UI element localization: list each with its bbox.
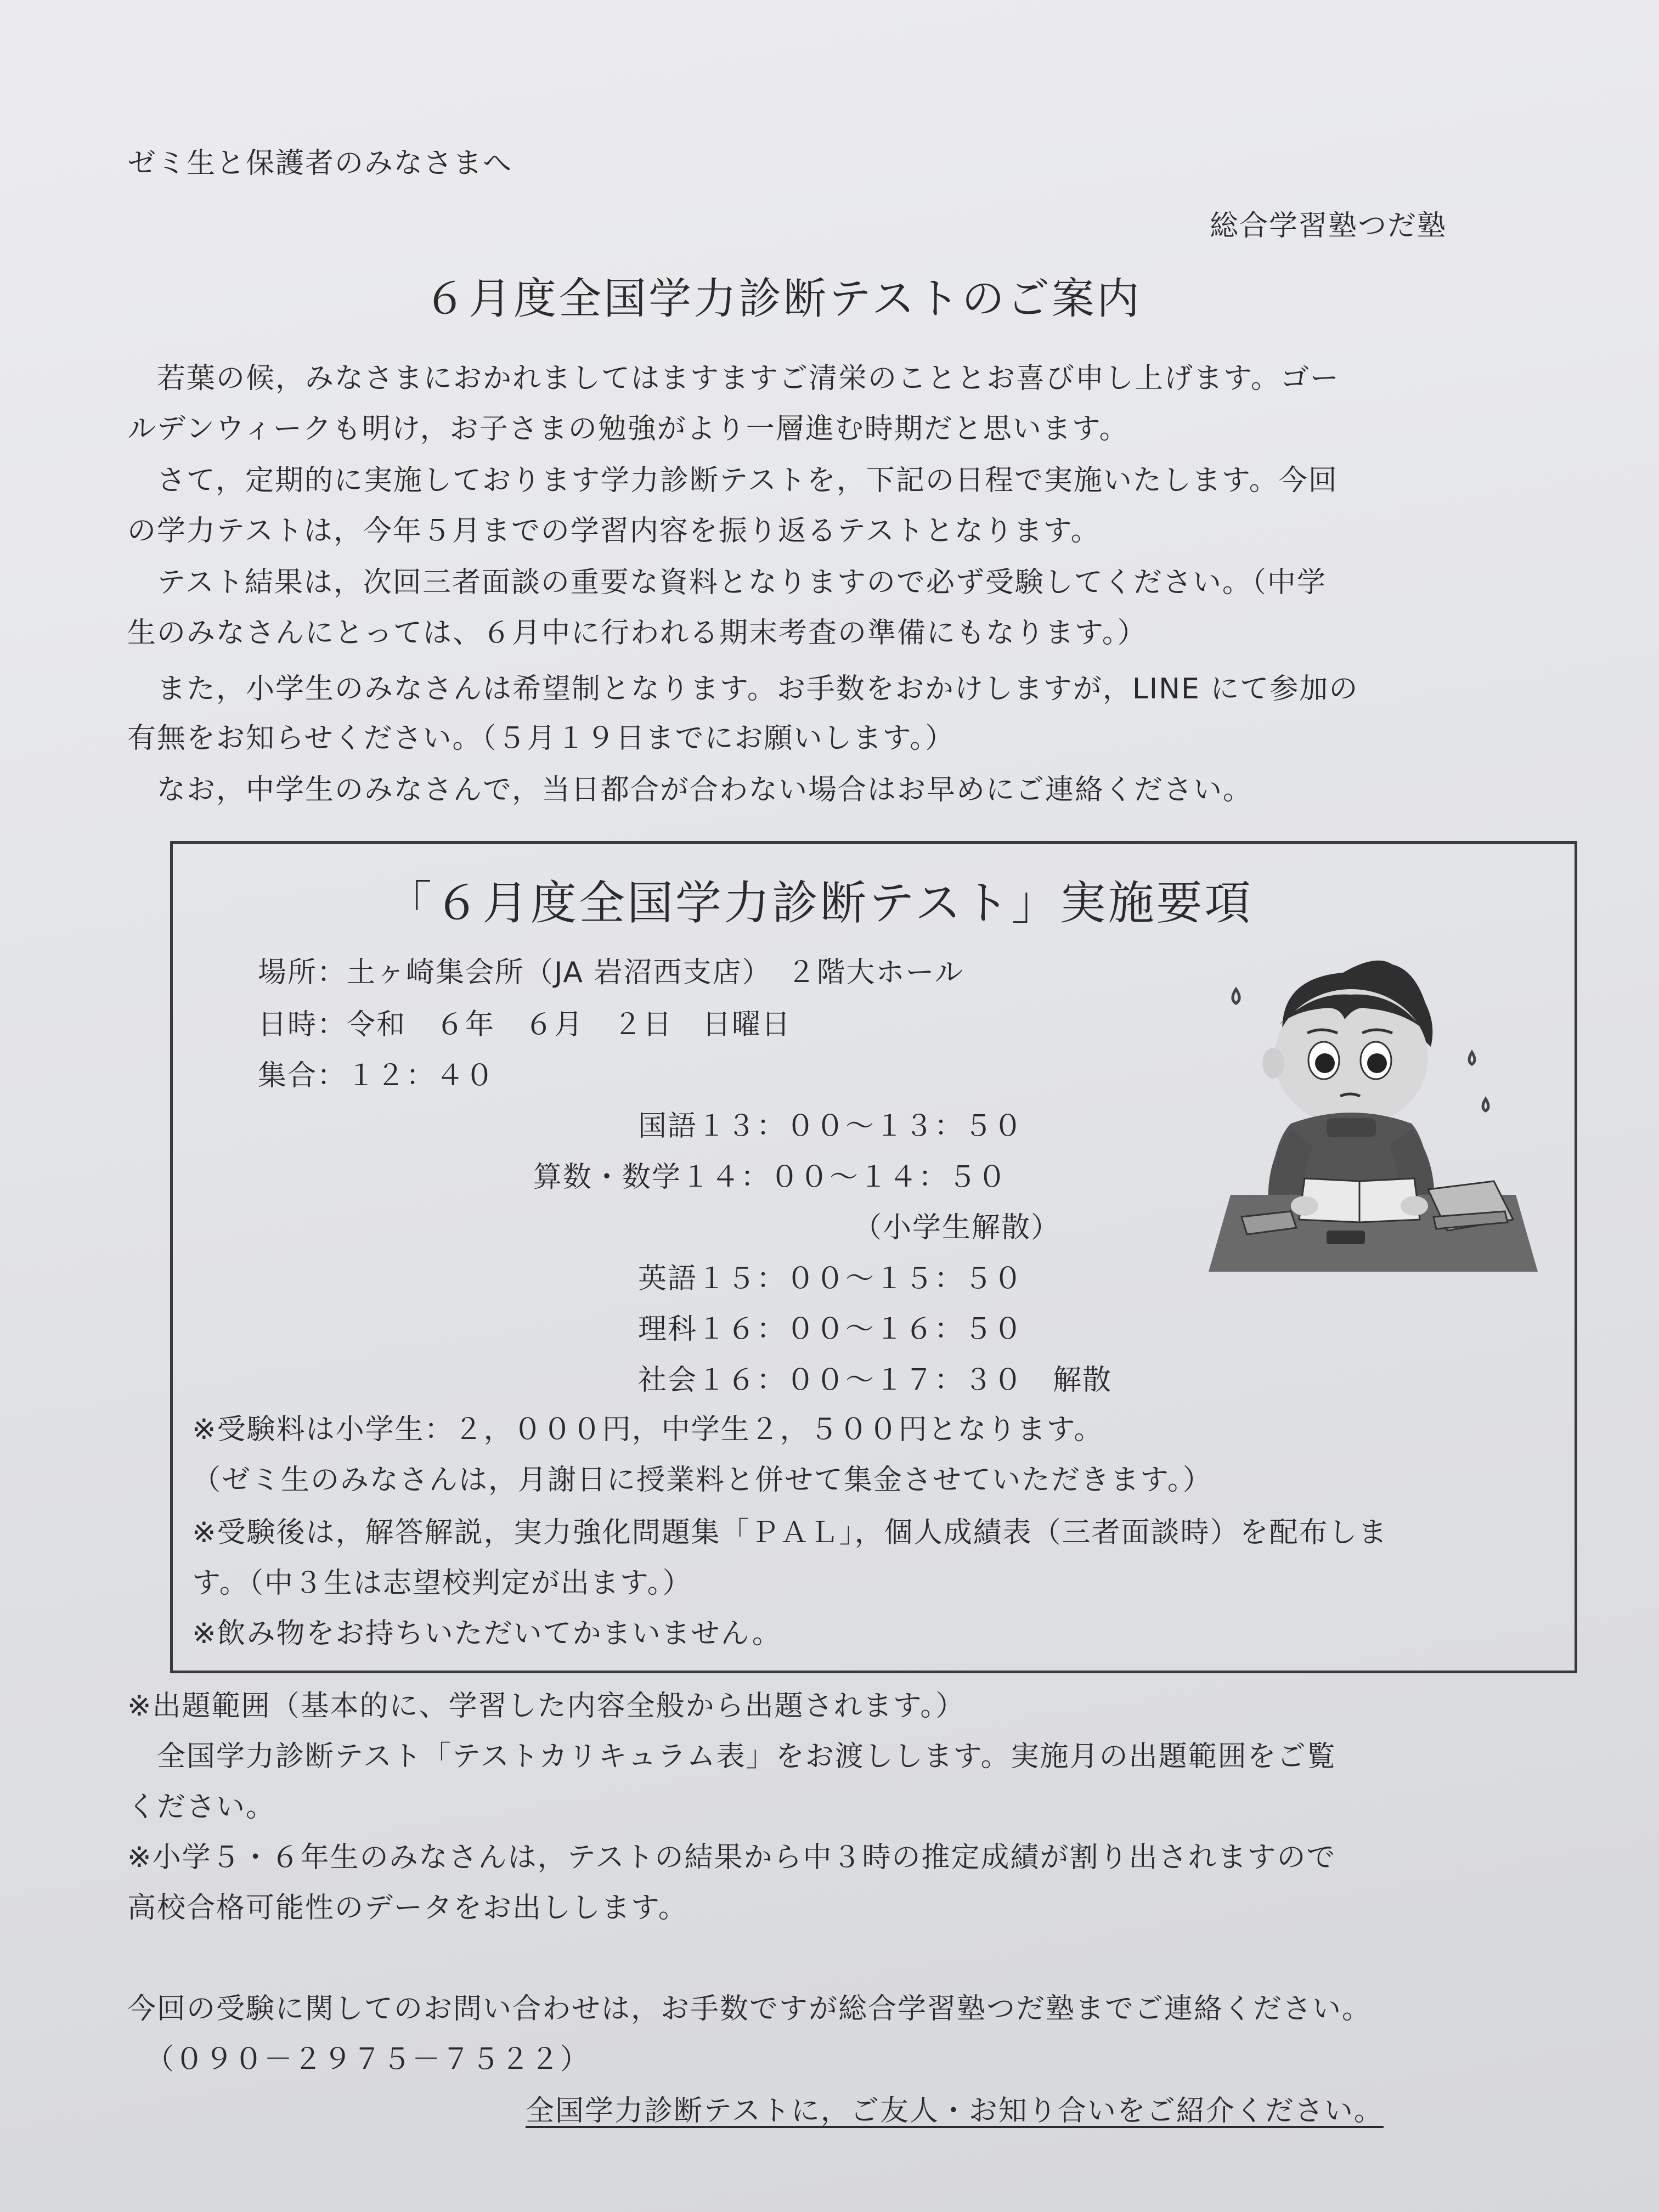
student-studying-illustration (1209, 943, 1538, 1283)
intro-line: 有無をお知らせください。（５月１９日までにお願いします。） (127, 722, 955, 755)
note-line: （ゼミ生のみなさんは，月謝日に授業料と併せて集金させていただきます。） (192, 1464, 1212, 1497)
intro-line: テスト結果は，次回三者面談の重要な資料となりますので必ず受験してください。（中学 (127, 566, 1327, 599)
schedule-item: 英語１５：００～１５：５０ (638, 1262, 1024, 1295)
document-title: ６月度全国学力診断テストのご案内 (424, 274, 1142, 324)
note-line: ※飲み物をお持ちいただいてかまいません。 (192, 1617, 782, 1650)
intro-line: の学力テストは，今年５月までの学習内容を振り返るテストとなります。 (127, 515, 1101, 548)
contact-line: 今回の受験に関してのお問い合わせは，お手数ですが総合学習塾つだ塾までご連絡ください。 (127, 1993, 1372, 2025)
schedule-item: 社会１６：００～１７：３０ 解散 (638, 1364, 1113, 1397)
footer-line: 高校合格可能性のデータをお出しします。 (127, 1892, 688, 1925)
footer-line: 全国学力診断テスト「テストカリキュラム表」をお渡しします。実施月の出題範囲をご覧 (127, 1740, 1336, 1773)
schedule-note: （小学生解散） (853, 1211, 1061, 1244)
footer-line: ください。 (127, 1791, 276, 1824)
details-box (170, 841, 1577, 1673)
schedule-item: 算数・数学１４：００～１４：５０ (533, 1161, 1008, 1194)
referral-line: 全国学力診断テストに，ご友人・お知り合いをご紹介ください。 (526, 2095, 1384, 2128)
schedule-item: 国語１３：００～１３：５０ (638, 1110, 1024, 1143)
assembly-time: 集合：１２：４０ (258, 1059, 495, 1092)
phone-number: （０９０－２９７５－７５２２） (145, 2043, 590, 2076)
note-line: ※受験料は小学生：２，０００円，中学生２，５００円となります。 (192, 1413, 1104, 1446)
details-title: 「６月度全国学力診断テスト」実施要項 (386, 876, 1253, 930)
footer-line: ※小学５・６年生のみなさんは，テストの結果から中３時の推定成績が割り出されますので (127, 1841, 1336, 1874)
date: 日時：令和 ６年 ６月 ２日 日曜日 (258, 1008, 792, 1041)
intro-line: なお，中学生のみなさんで，当日都合が合わない場合はお早めにご連絡ください。 (127, 774, 1252, 806)
intro-line: さて，定期的に実施しております学力診断テストを，下記の日程で実施いたします。今回 (127, 464, 1338, 497)
note-line: ※受験後は，解答解説，実力強化問題集「ＰＡＬ」，個人成績表（三者面談時）を配布しま (192, 1516, 1388, 1549)
place: 場所：土ヶ崎集会所（JA 岩沼西支店） ２階大ホール (258, 956, 964, 989)
addressee: ゼミ生と保護者のみなさまへ (127, 147, 513, 180)
footer-line: ※出題範囲（基本的に、学習した内容全般から出題されます。） (127, 1690, 966, 1723)
intro-line: 生のみなさんにとっては、６月中に行われる期末考査の準備にもなります。） (127, 617, 1147, 650)
schedule-item: 理科１６：００～１６：５０ (638, 1313, 1024, 1346)
sender-name: 総合学習塾つだ塾 (1210, 210, 1447, 242)
intro-line: また，小学生のみなさんは希望制となります。お手数をおかけしますが，LINE にて参加の (127, 673, 1359, 706)
intro-line: ルデンウィークも明け，お子さまの勉強がより一層進む時期だと思います。 (127, 413, 1129, 445)
intro-line: 若葉の候，みなさまにおかれましてはますますご清栄のこととお喜び申し上げます。ゴー (127, 362, 1340, 395)
note-line: す。（中３生は志望校判定が出ます。） (192, 1567, 692, 1600)
